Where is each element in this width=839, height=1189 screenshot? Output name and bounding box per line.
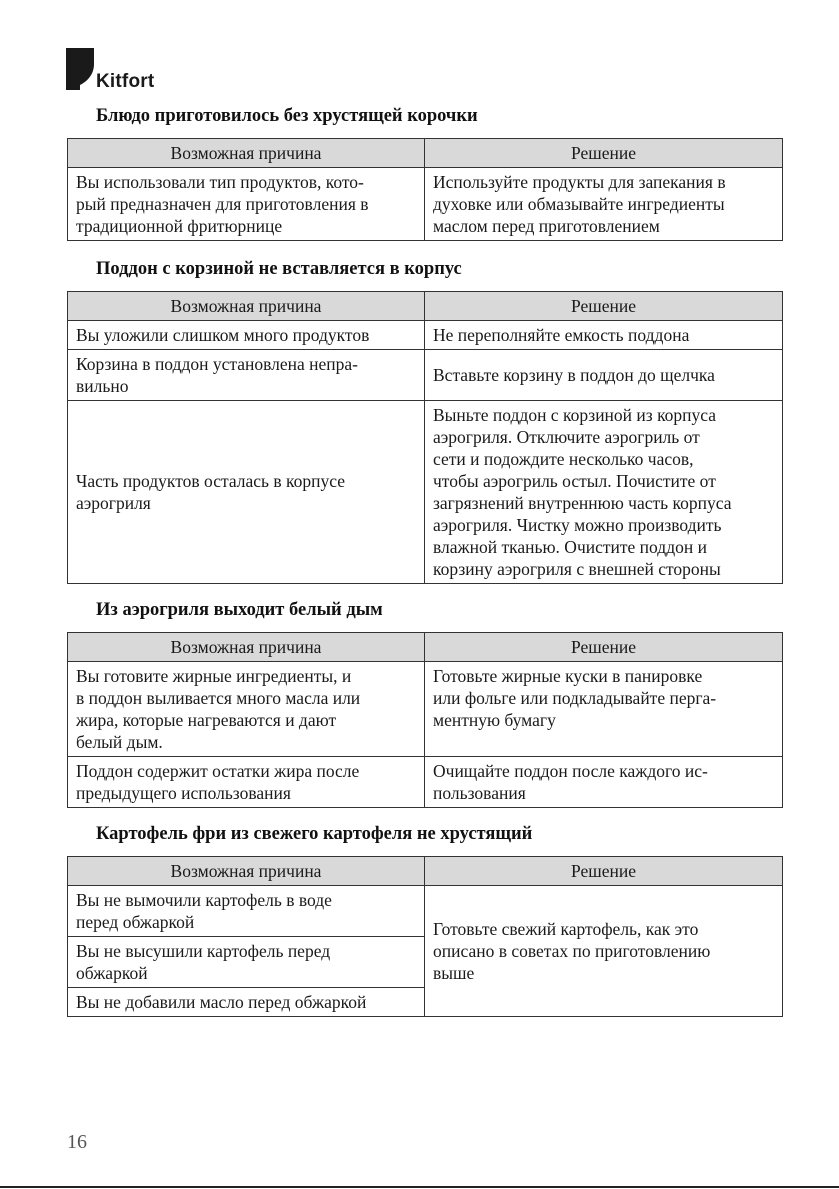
table-header-row (68, 857, 783, 886)
kitfort-logo-icon (66, 48, 94, 90)
table-header-row (68, 139, 783, 168)
header-cause: Возможная причина (68, 292, 425, 321)
table-row (68, 662, 783, 757)
table-row (68, 401, 783, 584)
section-title-white-smoke: Из аэрогриля выходит белый дым (96, 600, 383, 620)
section-title-tray-not-inserting: Поддон с корзиной не вставляется в корпус (96, 259, 462, 279)
header-cause: Возможная причина (68, 139, 425, 168)
table-header-row (68, 633, 783, 662)
section-title-fries-not-crispy: Картофель фри из свежего картофеля не хрустящий (96, 824, 533, 844)
cause-cell: Вы не высушили картофель перед обжаркой (68, 937, 425, 988)
table-row (68, 886, 783, 937)
cause-cell: Часть продуктов осталась в корпусе аэрогриля (68, 401, 425, 584)
cause-cell: Вы не вымочили картофель в воде перед обжаркой (68, 886, 425, 937)
header-solution: Решение (425, 292, 783, 321)
cause-cell: Поддон содержит остатки жира после предыдущего использования (68, 757, 425, 808)
header-solution: Решение (425, 139, 783, 168)
footer-divider (0, 1186, 839, 1188)
cause-cell: Вы готовите жирные ингредиенты, и в поддон выливается много масла или жира, которые нагреваются и дают белый дым. (68, 662, 425, 757)
brand-name: Kitfort (96, 71, 155, 92)
cause-cell: Вы уложили слишком много продуктов (68, 321, 425, 350)
header-cause: Возможная причина (68, 857, 425, 886)
cause-cell: Вы не добавили масло перед обжаркой (68, 988, 425, 1017)
solution-cell: Выньте поддон с корзиной из корпуса аэрогриля. Отключите аэрогриль от сети и подождите несколько часов, чтобы аэрогриль остыл. Почистите от загрязнений внутреннюю часть корпуса аэрогриля. Чистку можно производить влажной тканью. Очистите поддон и корзину аэрогриля с внешней стороны (425, 401, 783, 584)
header-cause: Возможная причина (68, 633, 425, 662)
troubleshoot-table-no-crust (67, 138, 783, 241)
solution-cell: Вставьте корзину в поддон до щелчка (425, 350, 783, 401)
cause-cell: Вы использовали тип продуктов, кото- рый предназначен для приготовления в традиционной фритюрнице (68, 168, 425, 241)
solution-cell: Не переполняйте емкость поддона (425, 321, 783, 350)
table-header-row (68, 292, 783, 321)
table-row (68, 350, 783, 401)
header-solution: Решение (425, 857, 783, 886)
header-solution: Решение (425, 633, 783, 662)
solution-cell: Готовьте жирные куски в панировке или фольге или подкладывайте перга- ментную бумагу (425, 662, 783, 757)
table-row (68, 321, 783, 350)
solution-cell: Очищайте поддон после каждого ис- пользования (425, 757, 783, 808)
table-row (68, 757, 783, 808)
troubleshoot-table-fries (67, 856, 783, 1017)
page-number: 16 (67, 1131, 87, 1153)
troubleshoot-table-smoke (67, 632, 783, 808)
shared-solution-cell: Готовьте свежий картофель, как это описано в советах по приготовлению выше (425, 886, 783, 1017)
table-row (68, 168, 783, 241)
troubleshoot-table-tray (67, 291, 783, 584)
kitfort-logo (66, 48, 176, 96)
solution-cell: Используйте продукты для запекания в духовке или обмазывайте ингредиенты маслом перед приготовлением (425, 168, 783, 241)
cause-cell: Корзина в поддон установлена непра- вильно (68, 350, 425, 401)
section-title-no-crust: Блюдо приготовилось без хрустящей корочки (96, 106, 478, 126)
